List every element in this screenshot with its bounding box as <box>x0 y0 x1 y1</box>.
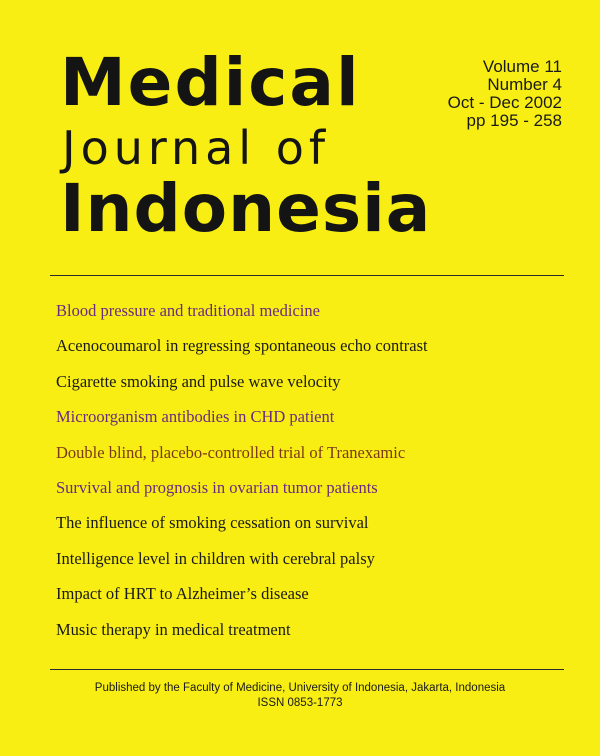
article-title: Cigarette smoking and pulse wave velocity <box>56 371 341 391</box>
issue-info <box>448 58 562 130</box>
bottom-divider <box>50 669 564 670</box>
article-title: Double blind, placebo-controlled trial of Tranexamic <box>56 442 406 462</box>
publisher-line: Published by the Faculty of Medicine, University of Indonesia, Jakarta, Indonesia <box>94 682 506 694</box>
title-medical: Medical <box>60 44 361 121</box>
issue-pages: pp 195 - 258 <box>466 111 562 130</box>
article-title: Microorganism antibodies in CHD patient <box>56 407 335 427</box>
issue-number: Number 4 <box>487 75 562 94</box>
article-title: The influence of smoking cessation on survival <box>56 513 369 533</box>
issue-period: Oct - Dec 2002 <box>447 93 562 112</box>
article-title: Impact of HRT to Alzheimer’s disease <box>56 584 309 604</box>
top-divider <box>50 275 564 276</box>
article-title: Acenocoumarol in regressing spontaneous echo contrast <box>56 336 428 356</box>
footer <box>0 681 600 711</box>
issue-volume: Volume 11 <box>482 57 562 76</box>
article-title: Blood pressure and traditional medicine <box>56 301 320 320</box>
article-list <box>56 300 428 654</box>
article-title: Music therapy in medical treatment <box>56 619 291 639</box>
article-title: Intelligence level in children with cerebral palsy <box>56 548 375 568</box>
article-title: Survival and prognosis in ovarian tumor patients <box>56 477 378 497</box>
issn-line: ISSN 0853-1773 <box>257 697 343 709</box>
title-journal-of: Journal of <box>62 121 331 175</box>
title-indonesia: Indonesia <box>60 170 432 247</box>
